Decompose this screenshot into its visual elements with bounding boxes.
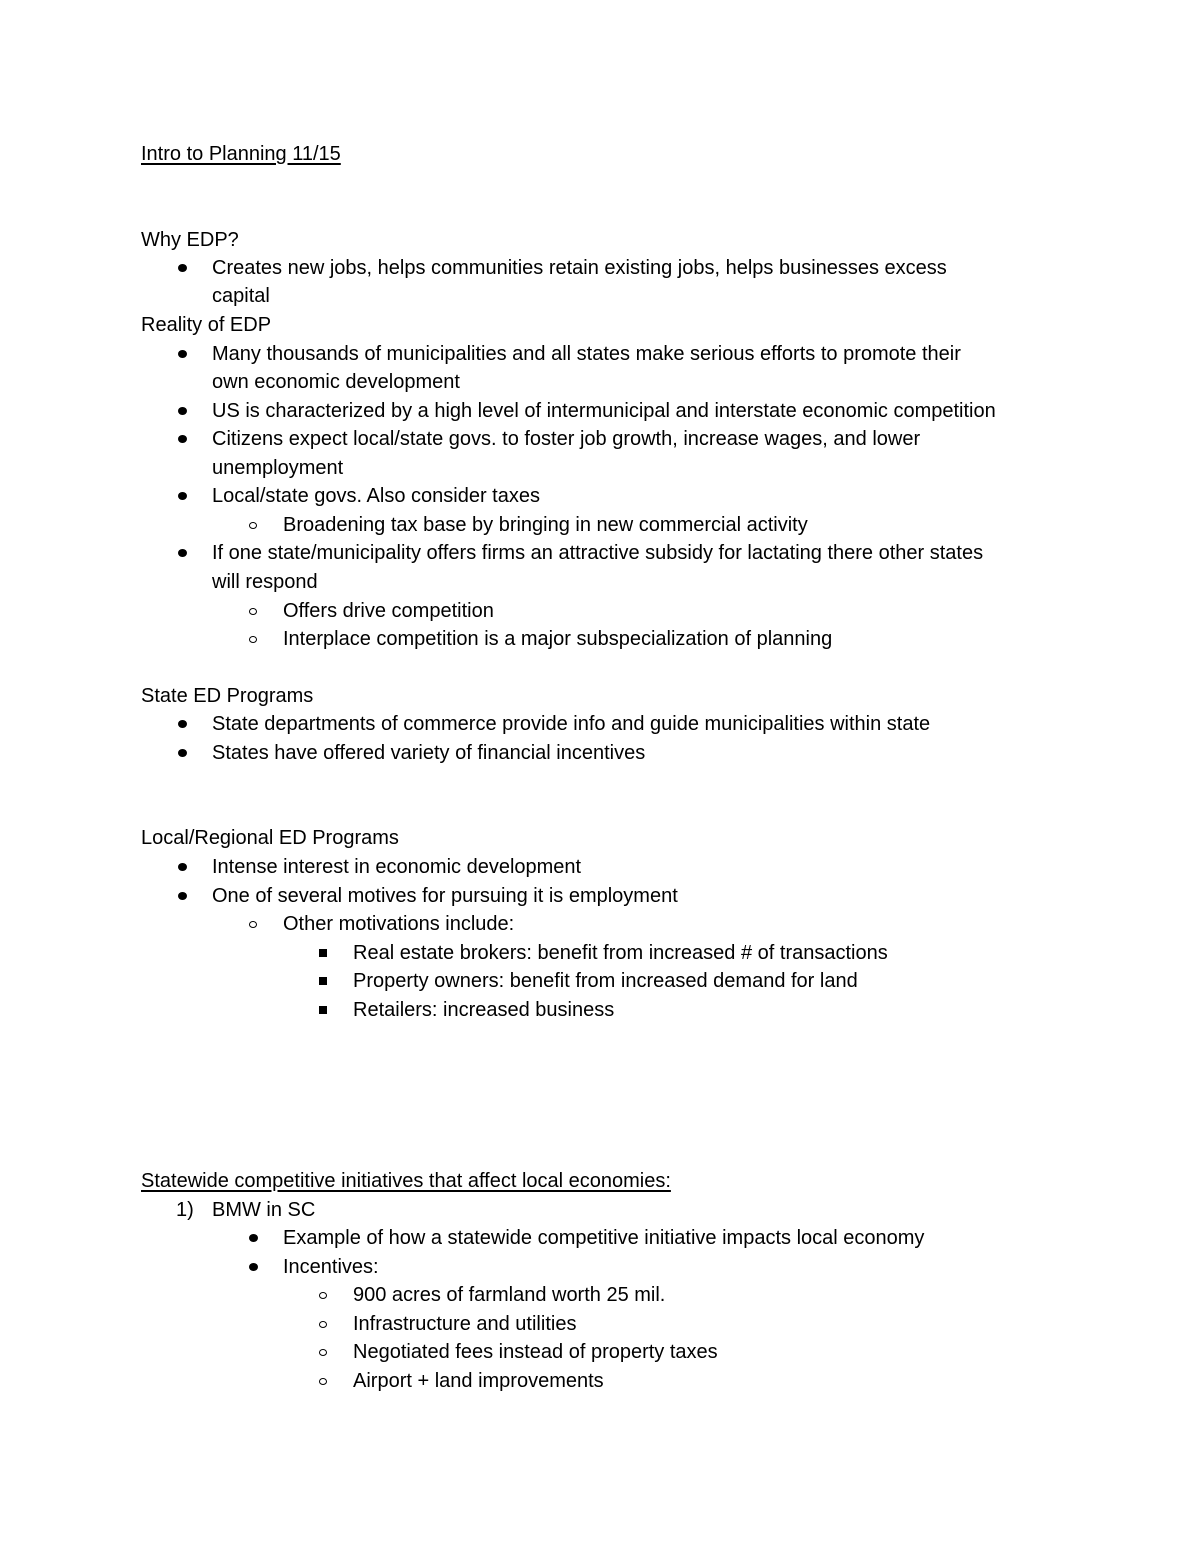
bullet-circle-icon	[249, 511, 257, 539]
list-item-continuation: unemployment	[212, 457, 344, 479]
list-item: One of several motives for pursuing it is employment	[212, 885, 678, 907]
list-subitem: Offers drive competition	[283, 600, 494, 622]
bullet-dot-icon	[178, 425, 187, 453]
list-subsubitem: Airport + land improvements	[353, 1370, 604, 1392]
list-subitem: Broadening tax base by bringing in new commercial activity	[283, 514, 808, 536]
list-item: Creates new jobs, helps communities retain existing jobs, helps businesses excess	[212, 257, 947, 279]
bullet-circle-icon	[249, 597, 257, 625]
bullet-circle-icon	[249, 625, 257, 653]
list-subsubitem: Retailers: increased business	[353, 999, 615, 1021]
list-item: Intense interest in economic development	[212, 856, 582, 878]
bullet-circle-icon	[319, 1310, 327, 1338]
list-item: If one state/municipality offers firms an attractive subsidy for lactating there other states	[212, 542, 984, 564]
list-subitem: Interplace competition is a major subspecialization of planning	[283, 628, 833, 650]
section-heading-reality-edp: Reality of EDP	[141, 314, 272, 336]
list-subsubitem: Infrastructure and utilities	[353, 1313, 577, 1335]
bullet-dot-icon	[178, 482, 187, 510]
bullet-dot-icon	[178, 397, 187, 425]
list-item: Many thousands of municipalities and all states make serious efforts to promote their	[212, 343, 961, 365]
list-subitem: Other motivations include:	[283, 913, 515, 935]
list-item: State departments of commerce provide info and guide municipalities within state	[212, 713, 931, 735]
bullet-dot-icon	[178, 739, 187, 767]
list-subsubitem: Negotiated fees instead of property taxes	[353, 1341, 718, 1363]
bullet-dot-icon	[178, 340, 187, 368]
bullet-circle-icon	[319, 1367, 327, 1395]
section-heading-statewide: Statewide competitive initiatives that affect local economies:	[141, 1170, 671, 1192]
bullet-dot-icon	[178, 254, 187, 282]
bullet-circle-icon	[319, 1281, 327, 1309]
list-subsubitem: 900 acres of farmland worth 25 mil.	[353, 1284, 666, 1306]
bullet-square-icon	[319, 967, 327, 995]
list-item-continuation: capital	[212, 285, 270, 307]
list-item: US is characterized by a high level of intermunicipal and interstate economic competition	[212, 400, 996, 422]
list-subitem: Incentives:	[283, 1256, 379, 1278]
list-subsubitem: Property owners: benefit from increased demand for land	[353, 970, 858, 992]
numbered-marker: 1)	[176, 1199, 194, 1221]
bullet-dot-icon	[249, 1224, 258, 1252]
section-heading-local-ed: Local/Regional ED Programs	[141, 827, 399, 849]
section-heading-state-ed: State ED Programs	[141, 685, 314, 707]
numbered-item: BMW in SC	[212, 1199, 316, 1221]
bullet-dot-icon	[249, 1253, 258, 1281]
bullet-dot-icon	[178, 539, 187, 567]
bullet-circle-icon	[249, 910, 257, 938]
section-heading-why-edp: Why EDP?	[141, 229, 239, 251]
list-item-continuation: will respond	[212, 571, 318, 593]
bullet-square-icon	[319, 939, 327, 967]
list-item: Citizens expect local/state govs. to foster job growth, increase wages, and lower	[212, 428, 921, 450]
document-title: Intro to Planning 11/15	[141, 143, 341, 165]
bullet-dot-icon	[178, 710, 187, 738]
bullet-circle-icon	[319, 1338, 327, 1366]
list-subitem: Example of how a statewide competitive initiative impacts local economy	[283, 1227, 925, 1249]
list-item: Local/state govs. Also consider taxes	[212, 485, 540, 507]
list-subsubitem: Real estate brokers: benefit from increased # of transactions	[353, 942, 888, 964]
bullet-square-icon	[319, 996, 327, 1024]
list-item: States have offered variety of financial incentives	[212, 742, 646, 764]
bullet-dot-icon	[178, 853, 187, 881]
bullet-dot-icon	[178, 882, 187, 910]
list-item-continuation: own economic development	[212, 371, 460, 393]
